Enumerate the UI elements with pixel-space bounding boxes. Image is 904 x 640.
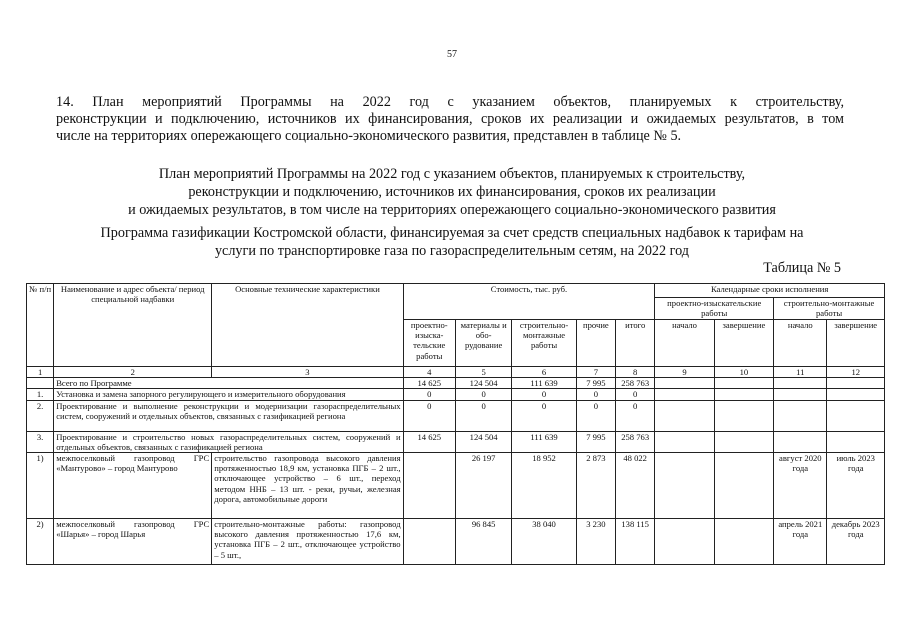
date-cell — [774, 400, 827, 431]
table-row — [27, 400, 885, 431]
subtitle-line: услуги по транспортировке газа по газораспределительным сетям, на 2022 год — [214, 243, 690, 259]
row-num: 2) — [27, 519, 54, 565]
program-subtitle — [60, 224, 844, 260]
cost-cell: 0 — [616, 389, 655, 400]
date-cell: июль 2023 года — [827, 453, 885, 519]
date-cell — [714, 400, 773, 431]
cost-cell: 38 040 — [512, 519, 576, 565]
index-cell: 4 — [403, 367, 455, 378]
paragraph-line: числе на территориях опережающего социально-экономического развития, представлен в таблице № 5. — [56, 128, 682, 144]
paragraph-line: реконструкции и подключению, источников их финансирования, сроков их реализации и ожидаемых результатов, в том — [56, 111, 844, 127]
header-cost: Стоимость, тыс. руб. — [403, 284, 655, 320]
table-label: Таблица № 5 — [763, 260, 841, 276]
header-cost-other: прочие — [576, 320, 615, 367]
date-cell — [714, 389, 773, 400]
index-cell: 3 — [212, 367, 403, 378]
header-pir-start: начало — [655, 320, 714, 367]
cost-cell: 48 022 — [616, 453, 655, 519]
row-name: Всего по Программе — [54, 378, 403, 389]
cost-cell: 111 639 — [512, 378, 576, 389]
date-cell — [655, 400, 714, 431]
cost-cell: 2 873 — [576, 453, 615, 519]
header-pir-end: завершение — [714, 320, 773, 367]
date-cell — [655, 378, 714, 389]
header-cost-materials: материалы и обо-рудование — [455, 320, 511, 367]
cost-cell: 7 995 — [576, 431, 615, 452]
cost-cell: 7 995 — [576, 378, 615, 389]
table-row — [27, 431, 885, 452]
date-cell — [827, 378, 885, 389]
page-number: 57 — [447, 49, 457, 60]
paragraph-line: 14. План мероприятий Программы на 2022 год с указанием объектов, планируемых к строительству, — [56, 94, 844, 110]
header-smr-end: завершение — [827, 320, 885, 367]
date-cell — [714, 453, 773, 519]
table-row — [27, 519, 885, 565]
cost-cell: 14 625 — [403, 431, 455, 452]
cost-cell: 3 230 — [576, 519, 615, 565]
date-cell — [714, 519, 773, 565]
subtitle-line: Программа газификации Костромской области, финансируемая за счет средств специальных надбавок к тарифам на — [100, 225, 804, 241]
row-name: межпоселковый газопровод ГРС «Шарья» – город Шарья — [54, 519, 212, 565]
header-smr: строительно-монтажные работы — [774, 298, 885, 320]
cost-cell: 0 — [512, 400, 576, 431]
header-cost-pir: проектно-изыска-тельские работы — [403, 320, 455, 367]
cost-cell — [403, 519, 455, 565]
index-cell: 11 — [774, 367, 827, 378]
cost-cell: 138 115 — [616, 519, 655, 565]
cost-cell: 96 845 — [455, 519, 511, 565]
date-cell — [714, 378, 773, 389]
index-cell: 12 — [827, 367, 885, 378]
cost-cell: 111 639 — [512, 431, 576, 452]
date-cell: декабрь 2023 года — [827, 519, 885, 565]
date-cell — [714, 431, 773, 452]
title-line: и ожидаемых результатов, в том числе на территориях опережающего социально-экономического развития — [128, 202, 776, 218]
cost-cell: 0 — [616, 400, 655, 431]
date-cell — [655, 519, 714, 565]
index-cell: 5 — [455, 367, 511, 378]
row-name: Проектирование и выполнение реконструкции и модернизации газораспределительных систем, сооружений и отдельных объектов, связанных с газификацией региона — [54, 400, 403, 431]
cost-cell: 0 — [576, 389, 615, 400]
table-row — [27, 389, 885, 400]
program-table — [26, 283, 885, 565]
table-title — [60, 165, 844, 219]
row-num — [27, 378, 54, 389]
cost-cell: 0 — [403, 400, 455, 431]
date-cell — [774, 431, 827, 452]
title-line: План мероприятий Программы на 2022 год с указанием объектов, планируемых к строительству, — [158, 166, 746, 182]
cost-cell: 124 504 — [455, 431, 511, 452]
date-cell — [655, 431, 714, 452]
index-cell: 1 — [27, 367, 54, 378]
date-cell — [774, 378, 827, 389]
row-num: 2. — [27, 400, 54, 431]
cost-cell — [403, 453, 455, 519]
index-cell: 9 — [655, 367, 714, 378]
cost-cell: 0 — [512, 389, 576, 400]
intro-paragraph — [56, 94, 844, 145]
date-cell: август 2020 года — [774, 453, 827, 519]
index-cell: 6 — [512, 367, 576, 378]
header-smr-start: начало — [774, 320, 827, 367]
cost-cell: 258 763 — [616, 431, 655, 452]
header-calendar: Календарные сроки исполнения — [655, 284, 885, 298]
row-name: межпоселковый газопровод ГРС «Мантурово» – город Мантурово — [54, 453, 212, 519]
table-row — [27, 453, 885, 519]
header-name: Наименование и адрес объекта/ период специальной надбавки — [54, 284, 212, 367]
cost-cell: 26 197 — [455, 453, 511, 519]
row-tech-text: строительно-монтажные работы: газопровод высокого давления протяженностью 17,6 км, установка ПГБ – 2 шт., отключающее устройство – 5 шт., — [214, 519, 401, 560]
cost-cell: 124 504 — [455, 378, 511, 389]
table-row — [27, 378, 885, 389]
cost-cell: 0 — [455, 400, 511, 431]
index-cell: 7 — [576, 367, 615, 378]
date-cell — [827, 400, 885, 431]
cost-cell: 0 — [455, 389, 511, 400]
row-name: Проектирование и строительство новых газораспределительных систем, сооружений и отдельных объектов, связанных с газификацией региона — [54, 431, 403, 452]
row-num: 1. — [27, 389, 54, 400]
cost-cell: 0 — [403, 389, 455, 400]
index-cell: 8 — [616, 367, 655, 378]
cost-cell: 258 763 — [616, 378, 655, 389]
row-name: Установка и замена запорного регулирующего и измерительного оборудования — [54, 389, 403, 400]
row-tech: строительство газопровода высокого давления протяженностью 18,9 км, установка ПГБ – 2 шт., отключающее устройство – 6 шт., переход методом ННБ – 13 шт. - реки, ручьи, железная дорога, автомобильные дороги — [212, 453, 403, 519]
cost-cell: 0 — [576, 400, 615, 431]
header-num: № п/п — [27, 284, 54, 367]
index-cell: 10 — [714, 367, 773, 378]
header-cost-total: итого — [616, 320, 655, 367]
date-cell — [655, 453, 714, 519]
title-line: реконструкции и подключению, источников их финансирования, сроков их реализации — [188, 184, 716, 200]
date-cell — [774, 389, 827, 400]
date-cell — [827, 389, 885, 400]
cost-cell: 14 625 — [403, 378, 455, 389]
date-cell — [827, 431, 885, 452]
index-cell: 2 — [54, 367, 212, 378]
date-cell — [655, 389, 714, 400]
header-tech: Основные технические характеристики — [212, 284, 403, 367]
row-tech — [212, 519, 403, 565]
date-cell: апрель 2021 года — [774, 519, 827, 565]
row-num: 3. — [27, 431, 54, 452]
header-cost-smr: строительно-монтажные работы — [512, 320, 576, 367]
cost-cell: 18 952 — [512, 453, 576, 519]
row-num: 1) — [27, 453, 54, 519]
header-pir: проектно-изыскательские работы — [655, 298, 774, 320]
